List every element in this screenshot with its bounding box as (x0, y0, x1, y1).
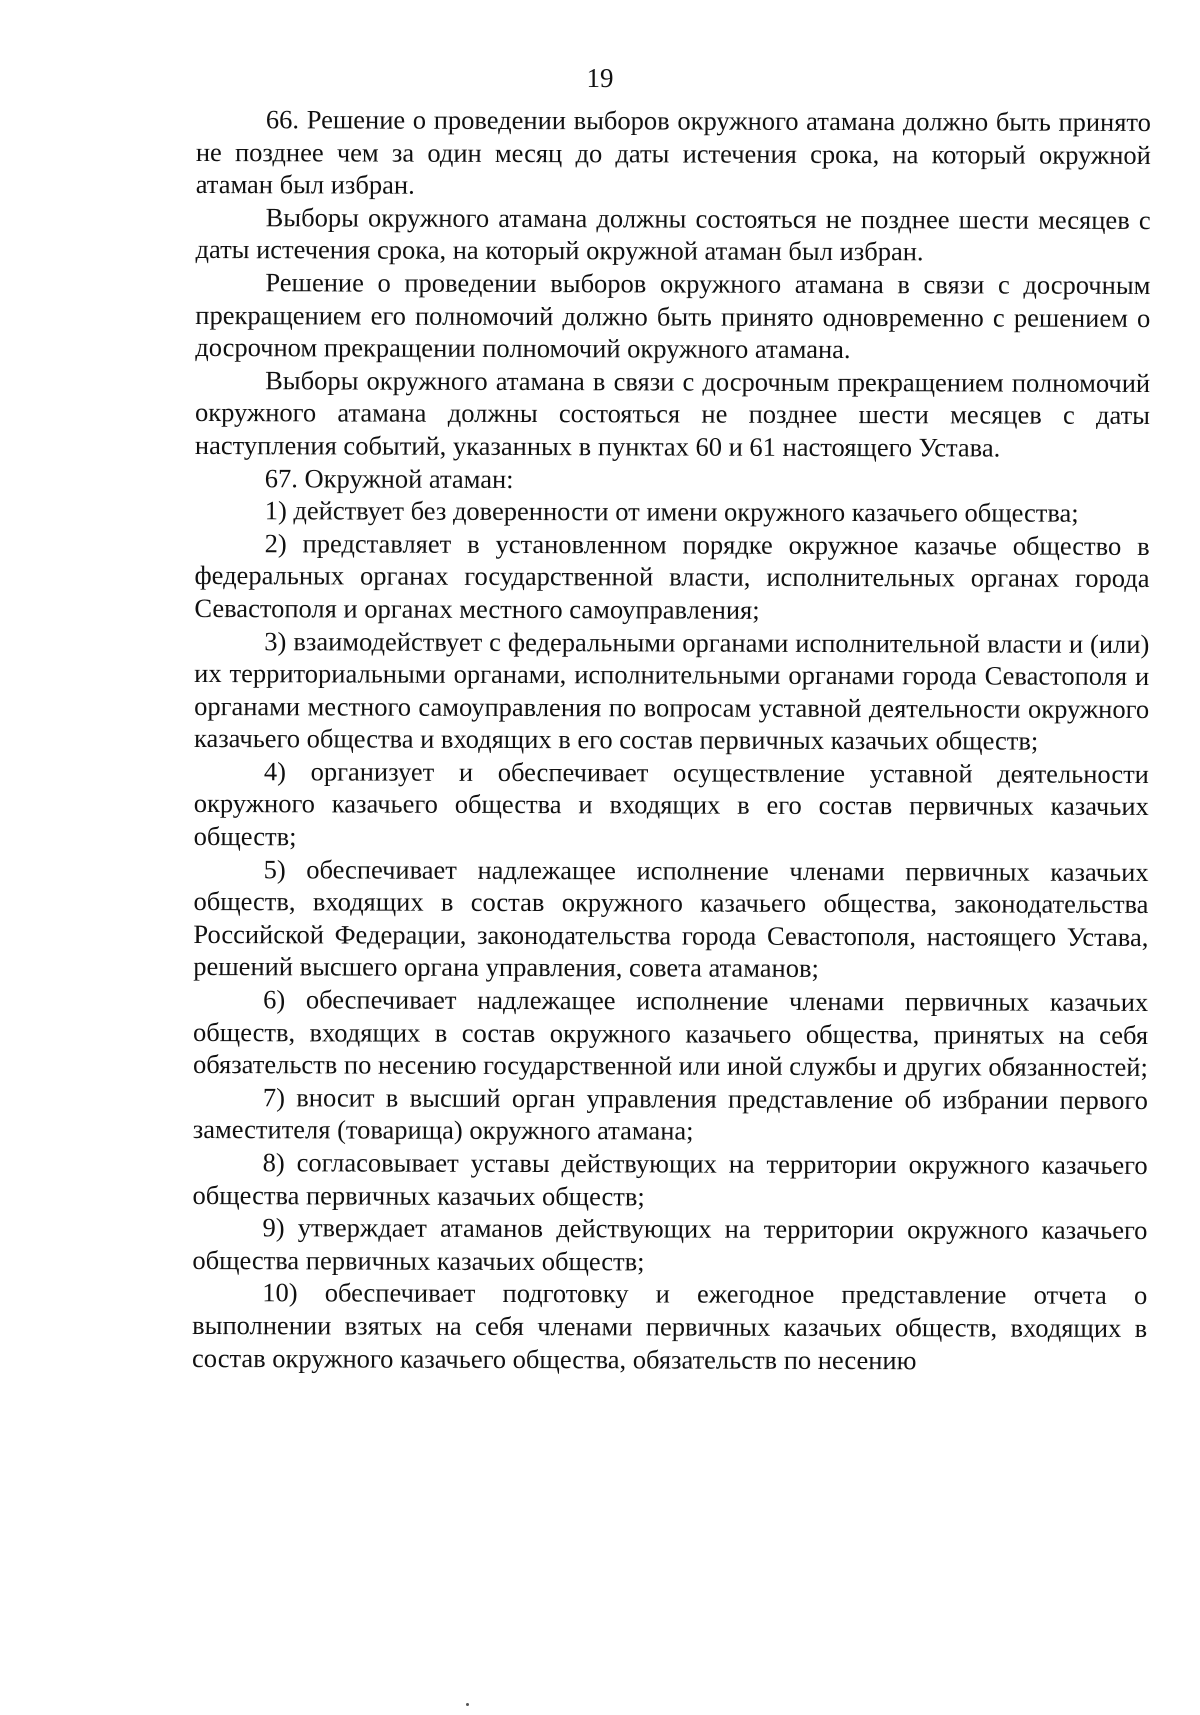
list-item-7: 7) вносит в высший орган управления представление об избрании первого заместителя (товарища) окружного атамана; (192, 1082, 1148, 1146)
list-item-8: 8) согласовывает уставы действующих на территории окружного казачьего общества первичных казачьих обществ; (192, 1147, 1148, 1212)
paragraph-66: 66. Решение о проведении выборов окружного атамана должно быть принято не позднее чем за один месяц до даты истечения срока, на который окружной атаман был избран. (195, 104, 1151, 200)
page-number: 19 (586, 63, 614, 93)
list-item-2: 2) представляет в установленном порядке окружное казачье общество в федеральных органах государственной власти, исполнительных органах города Севастополя и органах местного самоуправления; (194, 527, 1150, 625)
list-item-9: 9) утверждает атаманов действующих на территории окружного казачьего общества первичных казачьих обществ; (192, 1212, 1148, 1277)
list-item-6: 6) обеспечивает надлежащее исполнение членами первичных казачьих обществ, входящих в состав окружного казачьего общества, принятых на себя обязательств по несению государственной или иной службы и других обязанностей; (192, 984, 1149, 1083)
list-item-1: 1) действует без доверенности от имени окружного казачьего общества; (264, 495, 1079, 528)
paragraph-early-termination-decision: Решение о проведении выборов окружного атамана в связи с досрочным прекращением его полномочий должно быть принято одновременно с решением о досрочном прекращении полномочий окружного атамана. (195, 267, 1151, 365)
list-item-3: 3) взаимодействует с федеральными органами исполнительной власти и (или) их территориальными органами, исполнительными органами города Севастополя и органами местного самоуправления по вопросам уставной деятельности окружного казачьего общества и входящих в его состав первичных казачьих обществ; (193, 625, 1150, 756)
list-item-4: 4) организует и обеспечивает осуществление уставной деятельности окружного казачьего общества и входящих в его состав первичных казачьих обществ; (193, 756, 1149, 852)
scan-dust-mark (466, 1703, 469, 1706)
paragraph-elections-term: Выборы окружного атамана должны состояться не позднее шести месяцев с даты истечения срока, на который окружной атаман был избран. (195, 202, 1151, 267)
document-body (192, 103, 1151, 1377)
list-item-5: 5) обеспечивает надлежащее исполнение членами первичных казачьих обществ, входящих в состав окружного казачьего общества, законодательства Российской Федерации, законодательства города Севастополя, настоящего Устава, решений высшего органа управления, совета атаманов; (193, 853, 1149, 984)
list-item-10: 10) обеспечивает подготовку и ежегодное представление отчета о выполнении взятых на себя членами первичных казачьих обществ, входящих в состав окружного казачьего общества, обязательств по несению (192, 1277, 1148, 1375)
paragraph-67-heading: 67. Окружной атаман: (264, 462, 514, 494)
paragraph-early-elections: Выборы окружного атамана в связи с досрочным прекращением полномочий окружного атамана должны состояться не позднее шести месяцев с даты наступления событий, указанных в пунктах 60 и 61 настоящего Устава. (194, 364, 1151, 463)
